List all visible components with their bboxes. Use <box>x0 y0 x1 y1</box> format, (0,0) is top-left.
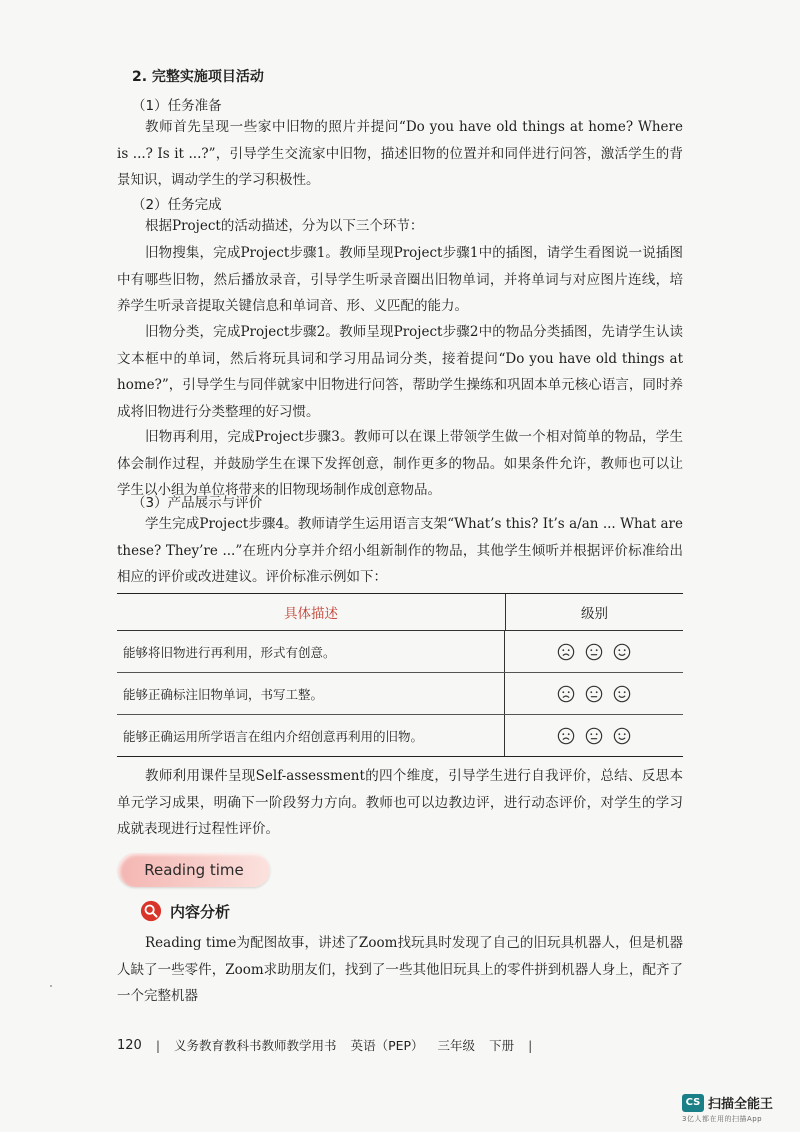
sad-face-icon <box>557 685 575 703</box>
paragraph-step3: 旧物再利用，完成Project步骤3。教师可以在课上带领学生做一个相对简单的物品，学生体会制作过程，并鼓励学生在课下发挥创意，制作更多的物品。如果条件允许，教师也可以让学生以小组为单位将带来的旧物现场制作成创意物品。 <box>117 429 683 498</box>
sad-face-icon <box>557 643 575 661</box>
content-analysis-heading <box>140 900 230 922</box>
scanner-tagline: 3亿人都在用的扫描App <box>682 1115 763 1123</box>
neutral-face-icon <box>585 643 603 661</box>
table-row <box>117 673 683 715</box>
rating-faces <box>557 685 631 703</box>
header-description: 具体描述 <box>117 594 506 630</box>
scanner-watermark <box>682 1093 792 1124</box>
reading-time-label: Reading time <box>118 853 270 887</box>
paragraph-step1: 旧物搜集，完成Project步骤1。教师呈现Project步骤1中的插图，请学生看图说一说插图中有哪些旧物，然后播放录音，引导学生听录音圈出旧物单词，并将单词与对应图片连线，培养学生听录音提取关键信息和单词音、形、义匹配的能力。 <box>117 245 684 314</box>
header-level: 级别 <box>581 606 608 622</box>
scan-speck <box>50 985 52 987</box>
criterion-text: 能够正确运用所学语言在组内介绍创意再利用的旧物。 <box>117 715 505 756</box>
subheading-display: （3）产品展示与评价 <box>132 495 263 511</box>
table-row <box>117 631 683 673</box>
happy-face-icon <box>613 643 631 661</box>
section-heading: 2. 完整实施项目活动 <box>132 69 264 85</box>
scanner-app-name: 扫描全能王 <box>708 1097 774 1112</box>
criterion-text: 能够将旧物进行再利用，形式有创意。 <box>117 631 505 672</box>
page-number: 120 <box>117 1037 142 1053</box>
paragraph-self-assessment: 教师利用课件呈现Self-assessment的四个维度，引导学生进行自我评价，总结、反思本单元学习成果，明确下一阶段努力方向。教师也可以边教边评，进行动态评价，对学生的学习成就表现进行过程性评价。 <box>117 768 683 837</box>
paragraph-intro: 根据Project的活动描述，分为以下三个环节： <box>145 218 424 234</box>
neutral-face-icon <box>585 685 603 703</box>
footer-separator: | <box>155 1037 161 1053</box>
table-header <box>117 594 683 631</box>
rating-faces <box>557 643 631 661</box>
sad-face-icon <box>557 727 575 745</box>
table-row <box>117 715 683 756</box>
footer-subject: 英语（PEP） <box>350 1038 424 1053</box>
footer-volume: 下册 <box>489 1038 515 1053</box>
rating-faces <box>557 727 631 745</box>
paragraph-step2: 旧物分类，完成Project步骤2。教师呈现Project步骤2中的物品分类插图，先请学生认读文本框中的单词，然后将玩具词和学习用品词分类，接着提问“Do you have old things at home?”，引导学生与同伴就家中旧物进行问答，帮助学生操练和巩固本单元核心语言，同时养成将旧物进行分类整理的好习惯。 <box>117 324 684 420</box>
page-footer <box>117 1036 532 1054</box>
footer-book-title: 义务教育教科书教师教学用书 <box>174 1038 337 1053</box>
paragraph-preparation: 教师首先呈现一些家中旧物的照片并提问“Do you have old things at home? Where is ...? Is it ...?”，引导学生交流家中旧物，描述旧物的位置并和同伴进行问答，激活学生的背景知识，调动学生的学习积极性。 <box>117 119 683 188</box>
paragraph-reading-analysis: Reading time为配图故事，讲述了Zoom找玩具时发现了自己的旧玩具机器人，但是机器人缺了一些零件，Zoom求助朋友们，找到了一些其他旧玩具上的零件拼到机器人身上，配齐了一个完整机器 <box>117 935 683 1004</box>
magnifier-icon <box>140 900 162 922</box>
evaluation-table <box>117 593 683 757</box>
subheading-preparation: （1）任务准备 <box>132 98 222 114</box>
neutral-face-icon <box>585 727 603 745</box>
happy-face-icon <box>613 685 631 703</box>
footer-grade: 三年级 <box>437 1038 476 1053</box>
paragraph-step4: 学生完成Project步骤4。教师请学生运用语言支架“What’s this? It’s a/an ... What are these? They’re ...”在班内分享并介绍小组新制作的物品，其他学生倾听并根据评价标准给出相应的评价或改进建议。评价标准示例如下： <box>117 516 683 585</box>
section-title-text: 内容分析 <box>170 902 231 921</box>
subheading-completion: （2）任务完成 <box>132 197 222 213</box>
footer-separator: | <box>528 1037 533 1053</box>
criterion-text: 能够正确标注旧物单词，书写工整。 <box>117 673 505 714</box>
happy-face-icon <box>613 727 631 745</box>
scanner-logo-icon: CS <box>682 1094 704 1112</box>
